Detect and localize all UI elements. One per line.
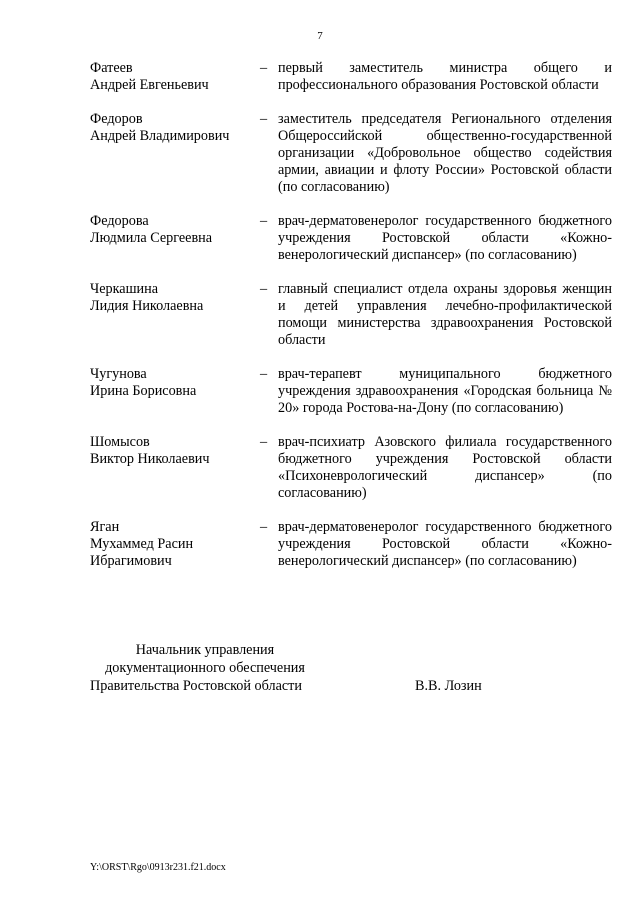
- signatory-name: В.В. Лозин: [415, 678, 482, 694]
- members-list: [90, 60, 612, 587]
- dash-separator: –: [260, 213, 268, 229]
- dash-separator: –: [260, 111, 268, 127]
- member-row: [90, 519, 612, 570]
- member-name-line: Виктор Николаевич: [90, 451, 210, 467]
- member-name-line: Федорова: [90, 213, 149, 229]
- member-name: [90, 111, 260, 196]
- member-name-line: Чугунова: [90, 366, 147, 382]
- member-name-line: Черкашина: [90, 281, 158, 297]
- member-position: заместитель председателя Регионального отделения Общероссийской общественно-государственной организации «Добровольное общество содействия армии, авиации и флоту России» Ростовской области (по согласованию): [278, 111, 612, 195]
- member-name: [90, 434, 260, 502]
- member-name: [90, 60, 260, 94]
- member-name: [90, 281, 260, 349]
- member-name-line: Федоров: [90, 111, 143, 127]
- member-name-line: Людмила Сергеевна: [90, 230, 213, 246]
- member-row: [90, 434, 612, 502]
- member-name-line: Яган: [90, 519, 120, 535]
- member-position: врач-психиатр Азовского филиала государственного бюджетного учреждения Ростовской области «Психоневрологический диспансер» (по согласованию): [278, 434, 612, 501]
- signature-position-line-3: Правительства Ростовской области: [90, 678, 302, 694]
- member-row: [90, 60, 612, 94]
- member-position: врач-дерматовенеролог государственного бюджетного учреждения Ростовской области «Кожно-венерологический диспансер» (по согласованию): [278, 213, 612, 263]
- signature-position-line-1: Начальник управления: [135, 642, 275, 658]
- member-name-line: Ибрагимович: [90, 553, 172, 569]
- dash-separator: –: [260, 366, 268, 382]
- signature-position-line-2: документационного обеспечения: [105, 660, 305, 676]
- dash-separator: –: [260, 434, 268, 450]
- member-name: [90, 519, 260, 570]
- member-row: [90, 111, 612, 196]
- dash-separator: –: [260, 519, 268, 535]
- member-name-line: Шомысов: [90, 434, 150, 450]
- dash-separator: –: [260, 60, 268, 76]
- member-position: врач-терапевт муниципального бюджетного учреждения здравоохранения «Городская больница № 20» города Ростова-на-Дону (по согласованию): [278, 366, 612, 416]
- member-name-line: Андрей Владимирович: [90, 128, 230, 144]
- member-name: [90, 213, 260, 264]
- member-row: [90, 366, 612, 417]
- member-row: [90, 281, 612, 349]
- member-name-line: Фатеев: [90, 60, 133, 76]
- file-path-footer: Y:\ORST\Rgo\0913r231.f21.docx: [90, 862, 226, 873]
- page-number: 7: [317, 30, 323, 42]
- member-name: [90, 366, 260, 417]
- signature-last-line: [90, 677, 510, 695]
- member-name-line: Андрей Евгеньевич: [90, 77, 209, 93]
- member-name-line: Мухаммед Расин: [90, 536, 194, 552]
- member-position: главный специалист отдела охраны здоровья женщин и детей управления лечебно-профилактической помощи министерства здравоохранения Ростовской области: [278, 281, 612, 348]
- member-name-line: Ирина Борисовна: [90, 383, 197, 399]
- member-position: первый заместитель министра общего и профессионального образования Ростовской области: [278, 60, 612, 93]
- member-position: врач-дерматовенеролог государственного бюджетного учреждения Ростовской области «Кожно-венерологический диспансер» (по согласованию): [278, 519, 612, 569]
- member-name-line: Лидия Николаевна: [90, 298, 204, 314]
- member-row: [90, 213, 612, 264]
- dash-separator: –: [260, 281, 268, 297]
- signature-block: [90, 641, 510, 695]
